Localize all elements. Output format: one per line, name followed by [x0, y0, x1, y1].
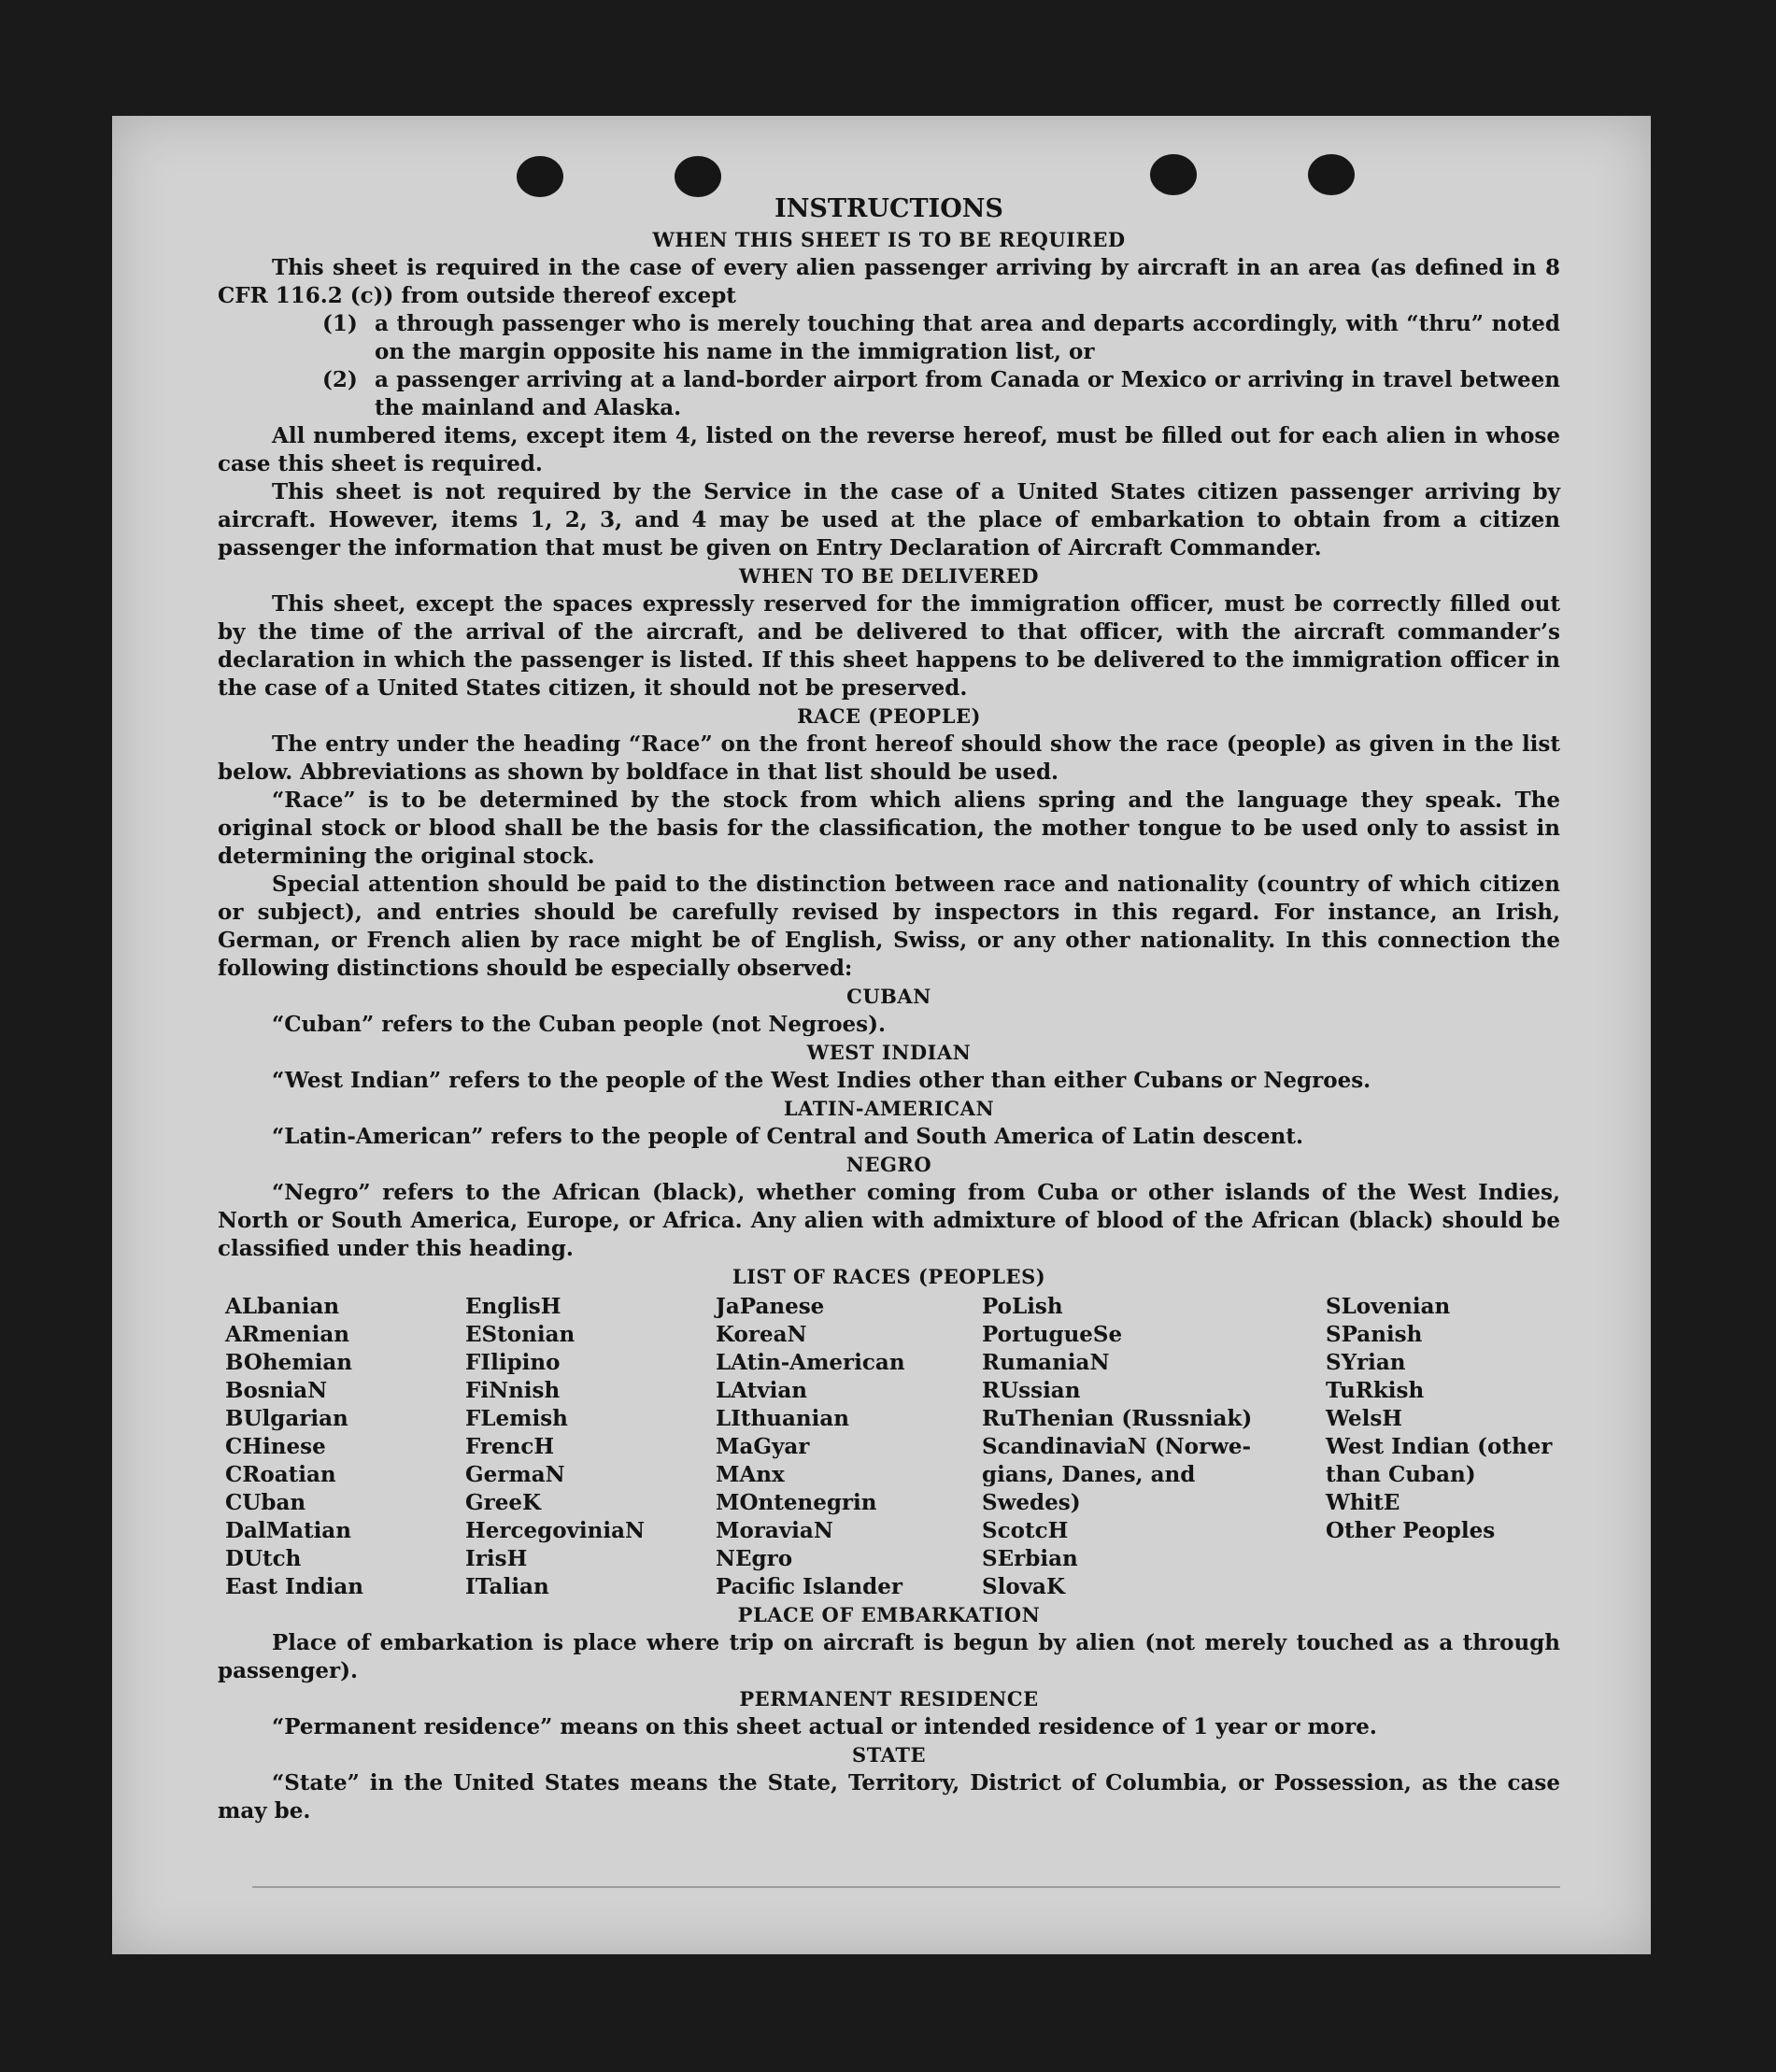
race-entry: GreeK: [465, 1490, 542, 1515]
race-entry: SPanish: [1326, 1322, 1423, 1347]
race-entry: LIthuanian: [716, 1406, 849, 1431]
paragraph: “West Indian” refers to the people of the West Indies other than either Cubans or Negroes.: [272, 1068, 1371, 1093]
race-entry: EnglisH: [465, 1294, 561, 1319]
section-heading-race: RACE (PEOPLE): [797, 704, 981, 728]
footer-divider: [252, 1886, 1560, 1888]
item-number: (2): [322, 367, 358, 392]
paragraph: Place of embarkation is place where trip on aircraft is begun by alien (not merely touched as a through passenger).: [218, 1630, 1560, 1683]
paragraph: “Race” is to be determined by the stock from which aliens spring and the language they speak. The original stock or blood shall be the basis for the classification, the mother tongue to be used only to assist in determining the original stock.: [218, 788, 1560, 869]
paragraph: This sheet is required in the case of every alien passenger arriving by aircraft in an area (as defined in 8 CFR 116.2 (c)) from outside thereof except: [218, 255, 1560, 308]
section-heading-required: WHEN THIS SHEET IS TO BE REQUIRED: [652, 228, 1126, 251]
race-entry: DUtch: [225, 1546, 302, 1571]
item-text: a through passenger who is merely touching that area and departs accordingly, with “thru” noted on the margin opposite his name in the immigration list, or: [375, 311, 1560, 364]
section-heading-residence: PERMANENT RESIDENCE: [739, 1687, 1039, 1710]
race-entry: ScotcH: [982, 1518, 1069, 1543]
race-entry: LAtvian: [716, 1378, 807, 1403]
section-heading-list: LIST OF RACES (PEOPLES): [732, 1265, 1046, 1288]
race-entry: KoreaN: [716, 1322, 807, 1347]
punch-hole: [517, 156, 563, 197]
paragraph: “Negro” refers to the African (black), whether coming from Cuba or other islands of the West Indies, North or South America, Europe, or Africa. Any alien with admixture of blood of the African (black) should be classified under this heading.: [218, 1180, 1560, 1261]
race-entry: BUlgarian: [225, 1406, 348, 1431]
document-page: [112, 116, 1651, 1954]
race-entry: MoraviaN: [716, 1518, 833, 1543]
paragraph: All numbered items, except item 4, listed on the reverse hereof, must be filled out for each alien in whose case this sheet is required.: [218, 423, 1560, 476]
race-entry: FiNnish: [465, 1378, 561, 1403]
race-entry: NEgro: [716, 1546, 793, 1571]
race-entry: WelsH: [1326, 1406, 1403, 1431]
paragraph: This sheet, except the spaces expressly reserved for the immigration officer, must be correctly filled out by the time of the arrival of the aircraft, and be delivered to that officer, with the aircraft commander’s declaration in which the passenger is listed. If this sheet happens to be delivered to the immigration officer in the case of a United States citizen, it should not be preserved.: [218, 591, 1560, 701]
item-number: (1): [322, 311, 358, 336]
race-entry: RuThenian (Russniak): [982, 1406, 1253, 1431]
race-entry: MAnx: [716, 1462, 785, 1487]
section-heading-negro: NEGRO: [845, 1153, 932, 1176]
races-column: [465, 1293, 716, 1601]
punch-hole: [675, 156, 721, 197]
race-entry: PortugueSe: [982, 1322, 1123, 1347]
race-entry: DalMatian: [225, 1518, 351, 1543]
race-entry: MaGyar: [716, 1434, 810, 1459]
section-heading-state: STATE: [852, 1743, 926, 1767]
races-column: [716, 1293, 982, 1601]
race-entry: JaPanese: [716, 1294, 825, 1319]
races-column: [982, 1293, 1326, 1601]
list-item: [218, 310, 1560, 366]
race-entry: WhitE: [1326, 1490, 1400, 1515]
punch-hole: [1308, 154, 1355, 195]
section-heading-west-indian: WEST INDIAN: [806, 1041, 972, 1064]
race-entry: IrisH: [465, 1546, 528, 1571]
race-entry: ALbanian: [225, 1294, 340, 1319]
race-entry: RUssian: [982, 1378, 1081, 1403]
race-entry: Other Peoples: [1326, 1518, 1496, 1543]
paragraph: The entry under the heading “Race” on the front hereof should show the race (people) as given in the list below. Abbreviations as shown by boldface in that list should be used.: [218, 731, 1560, 785]
race-entry: SErbian: [982, 1546, 1078, 1571]
race-entry: Pacific Islander: [716, 1574, 902, 1599]
paragraph: Special attention should be paid to the distinction between race and nationality (country of which citizen or subject), and entries should be carefully revised by inspectors in this regard. For instance, an Irish, German, or French alien by race might be of English, Swiss, or any other nationality. In this connection the following distinctions should be especially observed:: [218, 872, 1560, 981]
list-item: [218, 366, 1560, 422]
race-entry: SYrian: [1326, 1350, 1406, 1375]
instructions-content: [218, 192, 1560, 1825]
race-entry: TuRkish: [1326, 1378, 1425, 1403]
race-entry: SLovenian: [1326, 1294, 1451, 1319]
race-entry: HercegoviniaN: [465, 1518, 646, 1543]
race-entry: LAtin-American: [716, 1350, 905, 1375]
section-heading-latin-american: LATIN-AMERICAN: [783, 1097, 995, 1120]
race-entry: BosniaN: [225, 1378, 328, 1403]
paragraph: “Permanent residence” means on this sheet actual or intended residence of 1 year or more.: [272, 1714, 1377, 1739]
races-column: [225, 1293, 465, 1601]
race-entry: EStonian: [465, 1322, 575, 1347]
race-entry: ScandinaviaN (Norwe- gians, Danes, and Swedes): [982, 1434, 1252, 1515]
race-entry: CUban: [225, 1490, 306, 1515]
race-entry: CRoatian: [225, 1462, 336, 1487]
paragraph: This sheet is not required by the Service in the case of a United States citizen passenger arriving by aircraft. However, items 1, 2, 3, and 4 may be used at the place of embarkation to obtain from a citizen passenger the information that must be given on Entry Declaration of Aircraft Commander.: [218, 479, 1560, 561]
paragraph: “State” in the United States means the State, Territory, District of Columbia, or Possession, as the case may be.: [218, 1770, 1560, 1824]
race-entry: BOhemian: [225, 1350, 352, 1375]
race-entry: MOntenegrin: [716, 1490, 877, 1515]
section-heading-delivered: WHEN TO BE DELIVERED: [738, 564, 1039, 588]
race-entry: SlovaK: [982, 1574, 1065, 1599]
race-entry: FLemish: [465, 1406, 568, 1431]
section-heading-embarkation: PLACE OF EMBARKATION: [737, 1603, 1041, 1626]
paragraph: “Cuban” refers to the Cuban people (not Negroes).: [272, 1012, 887, 1037]
race-entry: East Indian: [225, 1574, 363, 1599]
punch-hole: [1150, 154, 1197, 195]
section-heading-cuban: CUBAN: [846, 985, 931, 1008]
race-entry: ITalian: [465, 1574, 549, 1599]
page-title: INSTRUCTIONS: [774, 194, 1003, 223]
item-text: a passenger arriving at a land-border airport from Canada or Mexico or arriving in travel between the mainland and Alaska.: [375, 367, 1560, 420]
races-list: [218, 1293, 1560, 1601]
race-entry: West Indian (other than Cuban): [1326, 1434, 1553, 1487]
race-entry: FIlipino: [465, 1350, 561, 1375]
race-entry: GermaN: [465, 1462, 565, 1487]
paragraph: “Latin-American” refers to the people of Central and South America of Latin descent.: [272, 1124, 1303, 1149]
race-entry: CHinese: [225, 1434, 326, 1459]
races-column: [1326, 1293, 1569, 1601]
race-entry: FrencH: [465, 1434, 555, 1459]
race-entry: PoLish: [982, 1294, 1063, 1319]
race-entry: ARmenian: [225, 1322, 350, 1347]
race-entry: RumaniaN: [982, 1350, 1110, 1375]
